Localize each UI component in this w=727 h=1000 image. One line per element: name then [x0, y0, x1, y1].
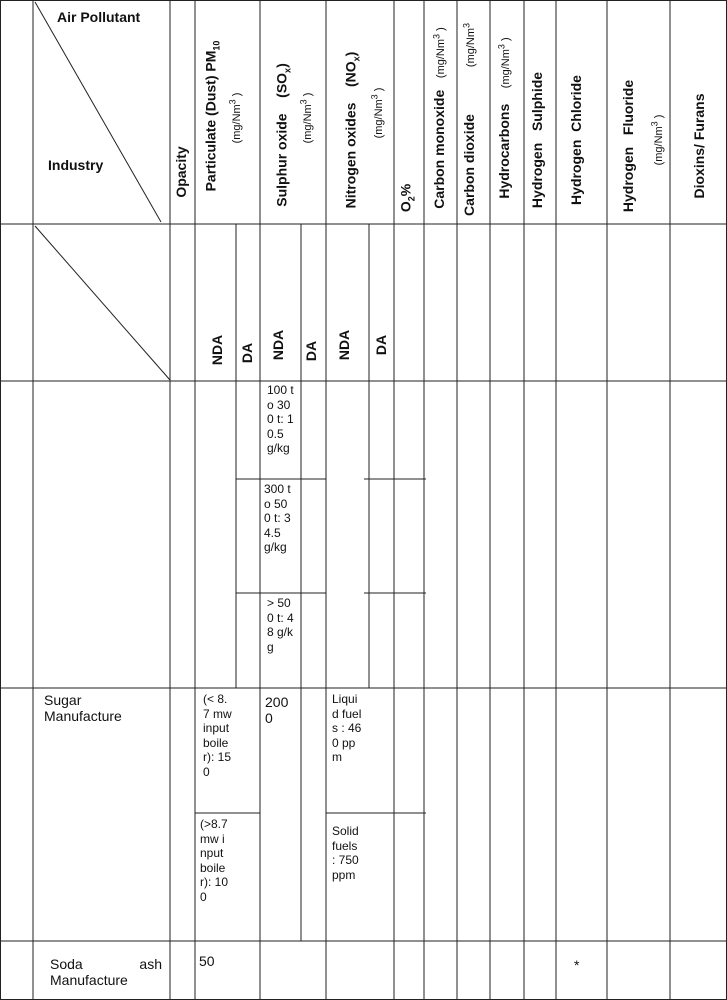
header-sulphur-unit: (mg/Nm$^3$ ) [298, 92, 314, 144]
sugar-no-liquid: Liquid fuels : 460 ppm [332, 692, 362, 764]
header-nitrogen-unit: (mg/Nm$^3$ ) [369, 87, 385, 139]
header-opacity: Opacity [173, 146, 189, 198]
subheader-no-nda: NDA [336, 329, 352, 361]
header-hydrogen-chloride: Hydrogen Chloride [568, 75, 584, 205]
industry-sugar: Sugar Manufacture [44, 692, 122, 724]
soda-hcl: * [574, 957, 580, 973]
header-hydrogen-sulphide: Hydrogen Sulphide [529, 71, 545, 209]
so-value-300-500: 300 to 500 t: 34.5 g/kg [264, 482, 291, 554]
soda-pm: 50 [199, 953, 215, 969]
sugar-pm-large-boiler: (>8.7 mw input boiler): 100 [200, 817, 229, 904]
header-dioxins-furans: Dioxins/ Furans [691, 93, 707, 199]
header-particulate: Particulate (Dust) $PM_{10}$ [202, 40, 222, 192]
corner-air-pollutant: Air Pollutant [57, 9, 141, 25]
subheader-pm-da: DA [239, 342, 255, 364]
header-hydrogen-fluoride: Hydrogen Fluoride [620, 79, 636, 213]
header-carbon-dioxide: Carbon dioxide [461, 114, 477, 216]
header-sulphur-oxide: Sulphur oxide $(SO_x)$ [273, 63, 293, 207]
industry-soda-ash: Soda ash Manufacture [50, 956, 162, 988]
sugar-so: 2000 [265, 694, 289, 726]
header-hydrogen-fluoride-unit: (mg/Nm$^3$ ) [649, 114, 665, 166]
header-oxygen: $O_2\%$ [397, 183, 417, 213]
corner-industry: Industry [48, 157, 104, 173]
header-carbon-dioxide-unit: (mg/Nm$^3$ [461, 22, 477, 68]
subheader-no-da: DA [373, 334, 389, 356]
header-hydrocarbons: Hydrocarbons (mg/Nm$^3$ ) [496, 37, 512, 199]
sugar-pm-small-boiler: (< 8.7 mw input boiler): 150 [203, 692, 232, 779]
header-carbon-monoxide: Carbon monoxide (mg/Nm$^3$ ) [431, 27, 447, 209]
subheader-pm-nda: NDA [209, 334, 225, 366]
header-nitrogen-oxides: Nitrogen oxides $(NO_x)$ [342, 51, 362, 209]
sugar-no-solid: Solid fuels : 750 ppm [332, 824, 359, 882]
header-particulate-unit: (mg/Nm$^3$ ) [227, 92, 243, 144]
subheader-so-nda: NDA [270, 329, 286, 361]
so-value-500-plus: > 500 t: 48 g/kg [267, 596, 294, 654]
subheader-so-da: DA [303, 340, 319, 362]
so-value-100-300: 100 to 300 t: 10.5 g/kg [267, 383, 294, 455]
